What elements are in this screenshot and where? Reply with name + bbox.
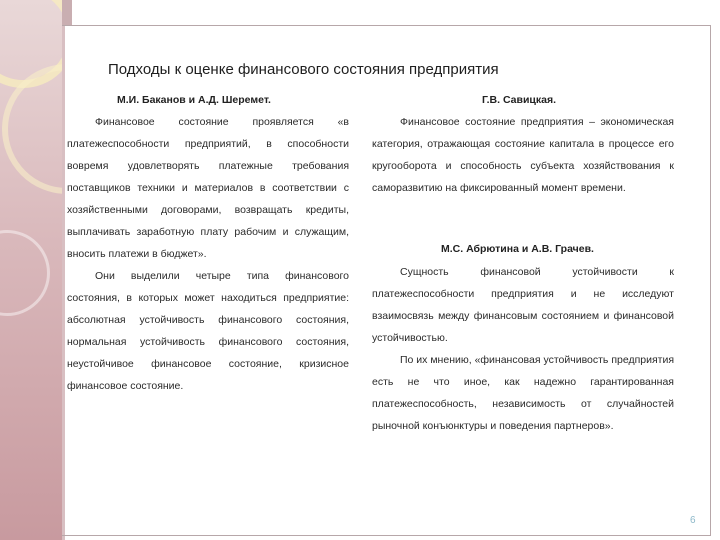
- right-heading-1: Г.В. Савицкая.: [482, 94, 557, 106]
- decorative-ring: [0, 230, 50, 316]
- right-column-2: [372, 261, 674, 437]
- slide-title: Подходы к оценке финансового состояния предприятия: [108, 61, 499, 78]
- left-paragraph-1: Финансовое состояние проявляется «в платежеспособности предприятий, в способности вовремя удовлетворять платежные требования поставщиков техники и материалов в соответствии с хозяйственными договорами, возвращать кредиты, выплачивать заработную плату рабочим и служащим, вносить платежи в бюджет».: [67, 116, 349, 260]
- right-paragraph-1: Финансовое состояние предприятия – экономическая категория, отражающая состояние капитала в процессе его кругооборота и способность субъекта хозяйствования к саморазвитию на фиксированный момент времени.: [372, 116, 674, 194]
- decorative-sidebar: [0, 0, 62, 540]
- left-column: [67, 111, 349, 397]
- page-number: 6: [690, 515, 696, 526]
- left-heading: М.И. Баканов и А.Д. Шеремет.: [117, 94, 271, 106]
- frame-corner: [62, 0, 72, 26]
- right-paragraph-2: Сущность финансовой устойчивости к платежеспособности предприятия и не исследуют взаимосвязь между финансовым состоянием и финансовой устойчивостью.: [372, 266, 674, 344]
- right-paragraph-3: По их мнению, «финансовая устойчивость предприятия есть не что иное, как надежно гарантированная платежеспособность, независимость от случайностей рыночной конъюнктуры и поведения партнеров».: [372, 354, 675, 432]
- left-paragraph-2: Они выделили четыре типа финансового состояния, в которых может находиться предприятие: абсолютная устойчивость финансового состояния, нормальная устойчивость финансового состояния, неустойчивое финансовое состояние, кризисное финансовое состояние.: [67, 270, 349, 392]
- right-column-1: [372, 111, 674, 199]
- right-heading-2: М.С. Абрютина и А.В. Грачев.: [441, 243, 594, 255]
